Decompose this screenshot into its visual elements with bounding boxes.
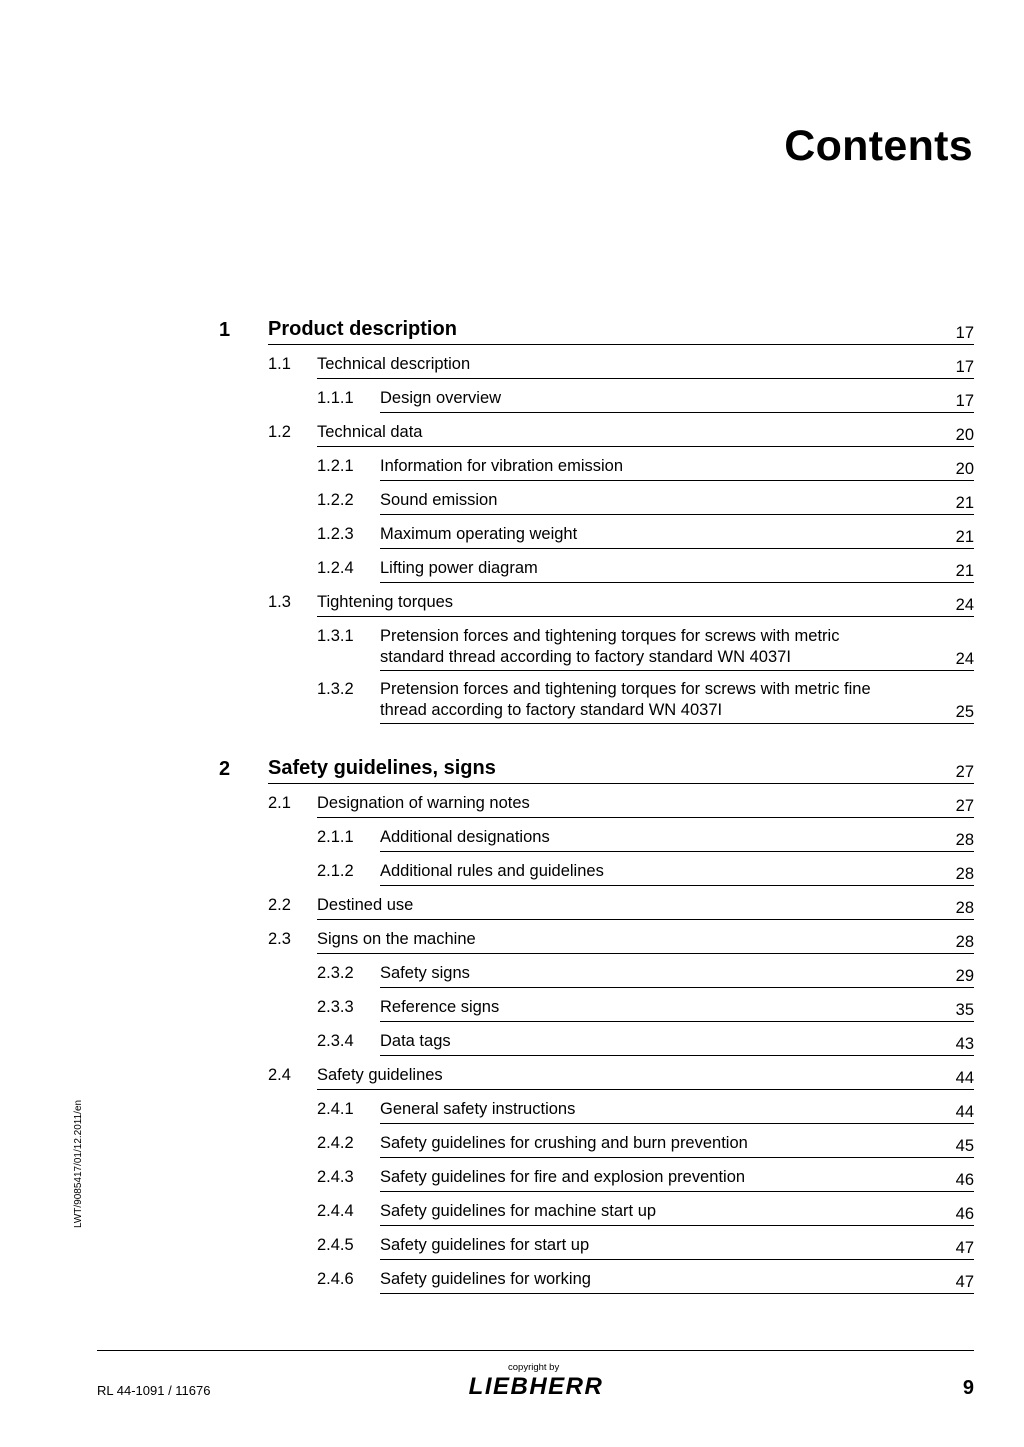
toc-entry-number: 1.2.1 — [317, 457, 354, 475]
toc-entry-number: 2.3.4 — [317, 1032, 354, 1050]
toc-entry-number: 2.4.2 — [317, 1134, 354, 1152]
toc-entry-title: Safety guidelines, signs — [268, 757, 496, 779]
side-document-code: LWT/9085417/01/12.2011/en — [73, 1099, 84, 1228]
footer-copyright: copyright by — [508, 1362, 560, 1373]
toc-entry-title: Data tags — [380, 1032, 451, 1050]
toc-entry-number: 2.1.1 — [317, 828, 354, 846]
toc-entry-page: 21 — [955, 528, 974, 546]
toc-entry[interactable] — [317, 679, 974, 724]
toc-entry[interactable] — [268, 929, 974, 954]
toc-entry[interactable] — [317, 388, 974, 413]
toc-entry-title: Safety guidelines for working — [380, 1270, 591, 1288]
toc-entry-title: Safety guidelines for fire and explosion prevention — [380, 1168, 746, 1186]
liebherr-logo-text: LIEBHERR — [468, 1373, 604, 1398]
toc-entry-title: Product description — [268, 318, 457, 340]
toc-entry-number: 2.4.4 — [317, 1202, 354, 1220]
toc-entry[interactable] — [317, 1099, 974, 1124]
toc-entry-page: 29 — [955, 967, 974, 985]
toc-entry-page: 44 — [955, 1103, 974, 1121]
toc-entry-number: 1.2.3 — [317, 525, 354, 543]
toc-entry[interactable] — [317, 1167, 974, 1192]
toc-entry-number: 2.4.3 — [317, 1168, 354, 1186]
toc-entry[interactable] — [268, 1065, 974, 1090]
toc-entry-number: 2.3 — [268, 930, 291, 948]
toc-entry[interactable] — [268, 793, 974, 818]
toc-entry-page: 28 — [955, 831, 974, 849]
toc-entry-title: Additional rules and guidelines — [380, 862, 604, 880]
toc-entry-page: 20 — [955, 460, 974, 478]
toc-entry-page: 21 — [955, 562, 974, 580]
toc-entry-number: 1.3.2 — [317, 680, 354, 698]
toc-entry-title: Safety guidelines for machine start up — [380, 1202, 657, 1220]
toc-entry-title: Pretension forces and tightening torques for screws with metric — [380, 627, 840, 645]
footer-document-number: RL 44-1091 / 11676 — [97, 1383, 211, 1398]
toc-entry-number: 2 — [219, 758, 231, 780]
toc-entry-title: Designation of warning notes — [317, 794, 530, 812]
toc-entry[interactable] — [317, 490, 974, 515]
toc-entry-page: 17 — [955, 358, 974, 376]
toc-entry-page: 47 — [955, 1239, 974, 1257]
toc-entry[interactable] — [317, 558, 974, 583]
toc-entry[interactable] — [317, 963, 974, 988]
toc-entry-title: Signs on the machine — [317, 930, 476, 948]
toc-entry-page: 28 — [955, 899, 974, 917]
toc-entry-title: Tightening torques — [317, 593, 454, 611]
toc-entry[interactable] — [268, 592, 974, 617]
toc-entry-title: Destined use — [317, 896, 414, 914]
toc-entry-title: General safety instructions — [380, 1100, 576, 1118]
footer-page-number: 9 — [962, 1377, 974, 1399]
toc-entry-page: 45 — [955, 1137, 974, 1155]
toc-entry-number: 2.4.6 — [317, 1270, 354, 1288]
toc-entry-page: 35 — [955, 1001, 974, 1019]
toc-entry-number: 1.2.4 — [317, 559, 354, 577]
toc-entry[interactable] — [317, 456, 974, 481]
toc-entry-number: 2.3.3 — [317, 998, 354, 1016]
toc-entry-page: 28 — [955, 865, 974, 883]
toc-entry-number: 2.1 — [268, 794, 291, 812]
toc-entry[interactable] — [317, 1031, 974, 1056]
toc-entry-number: 1.3.1 — [317, 627, 354, 645]
toc-entry-title: Information for vibration emission — [380, 457, 624, 475]
toc-entry-title: Safety guidelines for start up — [380, 1236, 590, 1254]
toc-entry-number: 1.3 — [268, 593, 291, 611]
toc-entry-title: Additional designations — [380, 828, 550, 846]
toc-entry-title: Safety signs — [380, 964, 470, 982]
toc-entry-number: 2.4.5 — [317, 1236, 354, 1254]
toc-entry-title: Pretension forces and tightening torques for screws with metric fine — [380, 680, 871, 698]
toc-entry-page: 24 — [955, 650, 974, 668]
toc-entry-page: 46 — [955, 1205, 974, 1223]
toc-entry-title: thread according to factory standard WN 4037I — [380, 701, 723, 719]
toc-entry-page: 25 — [955, 703, 974, 721]
toc-entry-title: standard thread according to factory standard WN 4037I — [380, 648, 791, 666]
toc-entry[interactable] — [317, 1235, 974, 1260]
toc-entry[interactable] — [268, 895, 974, 920]
toc-entry[interactable] — [317, 861, 974, 886]
toc-entry-page: 46 — [955, 1171, 974, 1189]
toc-entry-number: 2.4.1 — [317, 1100, 354, 1118]
toc-entry[interactable] — [219, 757, 974, 784]
toc-entry[interactable] — [317, 626, 974, 671]
toc-entry-page: 20 — [955, 426, 974, 444]
toc-entry-number: 2.3.2 — [317, 964, 354, 982]
toc-entry-page: 17 — [955, 324, 974, 342]
toc-entry-page: 44 — [955, 1069, 974, 1087]
toc-entry-page: 43 — [955, 1035, 974, 1053]
toc-entry-page: 28 — [955, 933, 974, 951]
toc-entry-title: Sound emission — [380, 491, 498, 509]
toc-entry[interactable] — [317, 997, 974, 1022]
toc-entry[interactable] — [219, 318, 974, 345]
toc-entry[interactable] — [268, 422, 974, 447]
toc-entry-page: 24 — [955, 596, 974, 614]
toc-entry[interactable] — [268, 354, 974, 379]
toc-entry-number: 1.1 — [268, 355, 291, 373]
toc-entry-number: 1 — [219, 319, 231, 341]
toc-entry-page: 27 — [955, 797, 974, 815]
footer-divider — [97, 1350, 974, 1351]
toc-entry-page: 21 — [955, 494, 974, 512]
toc-entry-title: Reference signs — [380, 998, 500, 1016]
toc-entry-title: Design overview — [380, 389, 502, 407]
toc-entry-page: 17 — [955, 392, 974, 410]
toc-entry[interactable] — [317, 1133, 974, 1158]
toc-entry-title: Lifting power diagram — [380, 559, 538, 577]
toc-entry-number: 2.1.2 — [317, 862, 354, 880]
page-title: Contents — [784, 122, 973, 170]
toc-entry-title: Technical data — [317, 423, 423, 441]
liebherr-logo — [462, 1372, 610, 1398]
toc-entry-number: 2.4 — [268, 1066, 291, 1084]
toc-entry-number: 2.2 — [268, 896, 291, 914]
toc-entry[interactable] — [317, 1269, 974, 1294]
toc-entry[interactable] — [317, 1201, 974, 1226]
toc-entry-number: 1.2.2 — [317, 491, 354, 509]
toc-entry-title: Maximum operating weight — [380, 525, 578, 543]
toc-entry-number: 1.1.1 — [317, 389, 354, 407]
toc-entry[interactable] — [317, 524, 974, 549]
toc-entry-title: Safety guidelines — [317, 1066, 443, 1084]
toc-entry-page: 27 — [955, 763, 974, 781]
toc-entry-number: 1.2 — [268, 423, 291, 441]
toc-entry-title: Technical description — [317, 355, 471, 373]
toc-entry[interactable] — [317, 827, 974, 852]
toc-entry-title: Safety guidelines for crushing and burn prevention — [380, 1134, 748, 1152]
toc-entry-page: 47 — [955, 1273, 974, 1291]
